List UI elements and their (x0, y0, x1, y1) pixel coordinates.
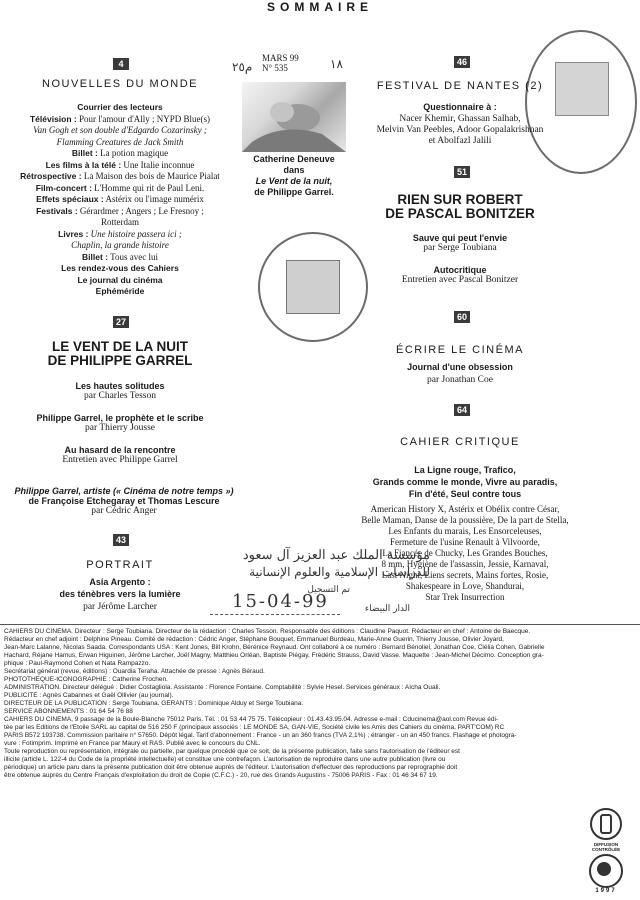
issue-date: MARS 99 (262, 53, 299, 63)
footer-line: ADMINISTRATION. Directeur délégué : Didier Costagliola. Assistante : Florence Fontaine. Comptabilité : Sylvie Hesel. Services généraux : Aïcha Ouali. (4, 684, 441, 691)
nouvelles-line (20, 286, 220, 298)
nouvelles-list (20, 102, 220, 298)
nouvelles-label: Les rendez-vous des Cahiers (61, 263, 179, 273)
page-title: SOMMAIRE (267, 0, 373, 14)
nouvelles-line (20, 148, 220, 160)
caption-line3: Le Vent de la nuit, (255, 176, 333, 186)
nouvelles-text: La potion magique (97, 148, 169, 158)
nouvelles-label: Billet : (82, 251, 109, 262)
nouvelles-line (20, 137, 220, 149)
nouvelles-line (20, 252, 220, 264)
feature-title-line1: LE VENT DE LA NUIT (51, 339, 188, 354)
nouvelles-text: Une Italie inconnue (121, 159, 195, 170)
vent-items (20, 381, 220, 466)
nouvelles-line (20, 229, 220, 241)
nouvelles-line (20, 275, 220, 287)
footer-line: SERVICE ABONNEMENTS : 01 64 54 76 88 (4, 708, 133, 715)
footer-line: Rédacteur en chef adjoint : Delphine Pineau. Comité de rédaction : Cédric Anger, Stéphane Bouquet, Emmanuel Burdeau, Marie-Anne Guerin, Thierry Jousse, Olivier Joyard, (4, 636, 504, 643)
critique-bold (340, 464, 590, 500)
article-title: Les hautes solitudes (75, 381, 165, 391)
ojd-label: DIFFUSION CONTRÔLÉE (591, 842, 621, 852)
article-title: Autocritique (433, 265, 487, 275)
critique-list-line: American History X, Astérix et Obélix contre César, (370, 504, 560, 514)
section-heading-nantes: FESTIVAL DE NANTES (2) (376, 80, 544, 92)
critique-list-line: Shakespeare in Love, Shandurai, (405, 581, 525, 591)
nouvelles-label: Effets spéciaux : (36, 194, 104, 204)
page-number-badge: 60 (454, 311, 470, 323)
nantes-line: et Abolfazl Jalili (428, 136, 492, 146)
feature-title-line2: DE PHILIPPE GARREL (47, 353, 193, 368)
film-still-photo (242, 82, 346, 152)
arabic-stamp-line2: للدراسات الإسلامية والعلوم الإنسانية (249, 565, 430, 579)
nouvelles-label: Courrier des lecteurs (77, 102, 163, 112)
article-byline: par Serge Toubiana (423, 243, 497, 253)
footer-divider (0, 624, 640, 625)
critique-list-line: Fermeture de l'usine Renault à Vilvoorde, (390, 537, 540, 547)
artiste-byline: par Cédric Anger (91, 506, 157, 516)
page-number-badge: 4 (113, 58, 129, 70)
footer-line: PHOTOTHÈQUE-ICONOGRAPHIE : Catherine Frochen. (4, 676, 168, 683)
nouvelles-label: Film-concert : (35, 182, 92, 193)
nouvelles-label: Billet : (71, 148, 98, 158)
section-heading-portrait: PORTRAIT (86, 559, 154, 571)
stamp-emblem (286, 260, 340, 314)
portrait-byline: par Jérôme Larcher (83, 602, 157, 612)
nouvelles-text: Astérix ou l'image numérix (103, 194, 204, 204)
article-byline: Entretien avec Pascal Bonitzer (401, 275, 519, 285)
stamp-underline (210, 614, 340, 615)
nouvelles-text: Une histoire passera ici ; (88, 228, 182, 239)
film-still-photo-shape (242, 82, 346, 152)
nantes-list (340, 114, 580, 147)
page-number-badge: 51 (454, 166, 470, 178)
nouvelles-label: Rétrospective : (20, 171, 82, 181)
handwritten-number: ١٨ (330, 57, 343, 71)
stamp-date: 15-04-99 (232, 591, 329, 612)
footer-line: PUBLICITÉ : Agnès Cabannes et Gaël Ollivier (au journal). (4, 692, 174, 699)
portrait-title-line2: des ténèbres vers la lumière (59, 589, 181, 599)
bonitzer-title-line2: DE PASCAL BONITZER (385, 206, 535, 221)
footer-line: illicite (article L. 122-4 du Code de la propriété intellectuelle) et constitue une contrefaçon. L'autorisation de reproduire dans une autre publication (livre ou (4, 756, 446, 763)
footer-line: DIRECTEUR DE LA PUBLICATION : Serge Toubiana. GERANTS : Dominique Alduy et Serge Toubiana. (4, 700, 304, 707)
footer-line: vure : Fotimprim. Imprimé en France par Maury et RAS. Publié avec le concours du CNL. (4, 740, 261, 747)
nouvelles-text: Pour l'amour d'Ally ; NYPD Blue(s) (76, 113, 210, 124)
nantes-line: Melvin Van Peebles, Adoor Gopalakrishnan (376, 125, 544, 135)
page-number-badge: 27 (113, 316, 129, 328)
footer-line: CAHIERS DU CINÉMA. Directeur : Serge Toubiana. Directeur de la rédaction : Charles Tesson. Responsable des éditions : Claudine Paquot. Rédacteur en chef : Antoine de Baecque. (4, 628, 531, 635)
footer-line: Secrétariat général (revue, éditions) : Ouardia Teraha. Attachée de presse : Agnès Béraud. (4, 668, 265, 675)
footer-line: tée par les Editions de l'Etoile SARL au capital de 516 250 F (principaux associés : LE MONDE SA, GAN-VIE, Société civile les Amis des Cahiers du cinéma, PART'COM) RC (4, 724, 505, 731)
caption-line1: Catherine Deneuve (253, 154, 335, 164)
nouvelles-line (20, 102, 220, 114)
nantes-sub: Questionnaire à : (423, 102, 497, 112)
section-heading-nouvelles: NOUVELLES DU MONDE (42, 78, 198, 90)
stamp-emblem (555, 62, 609, 116)
ojd-year: 1997 (595, 888, 617, 894)
nouvelles-label: Les films à la télé : (45, 159, 122, 170)
nouvelles-text: Flamming Creatures de Jack Smith (56, 136, 184, 147)
nouvelles-line (20, 160, 220, 172)
footer-line: Jean-Marc Lalanne, Nicolas Saada. Correspondants USA : Kent Jones, Bill Krohn, Bérénice Reynaud. Ont collaboré à ce numéro : Bernard Bénoliel, Jonathan Coe, Clélia Cohen, Gabrielle (4, 644, 545, 651)
photo-caption (232, 154, 356, 198)
footer-line: Toute reproduction ou représentation, intégrale ou partielle, par quelque procédé que ce soit, de la présente publication, faite sans l'autorisation de l'éditeur est (4, 748, 460, 755)
ecrire-title: Journal d'une obsession (407, 362, 513, 372)
footer-line: être obtenue auprès du Centre Français d'exploitation du droit de Copie (C.F.C.) - 20, rue des Grands Augustins - 75006 PARIS - Fax : 01 46 34 67 19. (4, 772, 438, 779)
critique-list-line: 8 mm, Hygiène de l'assassin, Jessie, Karnaval, (381, 559, 549, 569)
library-stamp (258, 232, 368, 342)
nouvelles-label: Festivals : (36, 205, 78, 216)
critique-bold-line: Grands comme le monde, Vivre au paradis, (372, 477, 558, 487)
arabic-stamp-line4: الدار البيضاء (364, 604, 410, 614)
arabic-stamp-line1: مؤسسة الملك عبد العزيز آل سعود (242, 548, 430, 563)
artiste-line2: de Françoise Etchegaray et Thomas Lescure (28, 496, 220, 506)
nouvelles-text: Tous avec lui (108, 251, 158, 262)
masthead-footer (4, 628, 624, 780)
nouvelles-line (20, 114, 220, 126)
artiste-line1: Philippe Garrel, artiste (« Cinéma de notre temps ») (14, 486, 234, 496)
page-number-badge: 43 (113, 534, 129, 546)
critique-list-line: Last Night, Liens secrets, Mains fortes, Rosie, (381, 570, 549, 580)
nouvelles-line (20, 125, 220, 137)
article-title: Au hasard de la rencontre (64, 445, 176, 455)
article-title: Philippe Garrel, le prophète et le scribe (36, 413, 204, 423)
nouvelles-text: Gérardmer ; Angers ; Le Fresnoy ; Rotterdam (77, 205, 204, 227)
caption-line4: de Philippe Garrel. (254, 187, 334, 197)
footer-line: phique : Paul-Raymond Cohen et Nata Rampazzo. (4, 660, 151, 667)
critique-bold-line: La Ligne rouge, Trafico, (414, 465, 516, 475)
article-byline: par Charles Tesson (84, 391, 156, 401)
footer-line: Hachard, Réjane Hamus, Erwan Higuinen, Jérôme Larcher, Joël Magny, Matthieu Orléan, Baptiste Piégay, Frédéric Strauss, David Vasse. Maquette : Jean-Michel Décimo. Conception gra- (4, 652, 544, 659)
critique-list-line: Belle Maman, Danse de la poussière, De la part de Stella, (361, 515, 569, 525)
portrait-title-line1: Asia Argento : (89, 577, 151, 587)
section-heading-ecrire: ÉCRIRE LE CINÉMA (396, 344, 524, 356)
footer-line: PARIS B572 193738. Commission paritaire n° 57650. Dépôt légal. Tarif d'abonnement : France - un an 360 francs (TVA 2,1%) ; étranger - un an 450 francs. Flashage et photogra- (4, 732, 517, 739)
nantes-line: Nacer Khemir, Ghassan Salhab, (399, 114, 521, 124)
section-heading-critique: CAHIER CRITIQUE (400, 436, 520, 448)
nouvelles-line (20, 194, 220, 206)
issue-number: N° 535 (262, 63, 288, 73)
page-number-badge: 64 (454, 404, 470, 416)
artiste-block (4, 486, 244, 517)
nouvelles-line (20, 183, 220, 195)
nouvelles-line (20, 171, 220, 183)
nouvelles-label: Ephéméride (95, 286, 145, 296)
critique-list-line: Les Enfants du marais, Les Ensorceleuses, (388, 526, 542, 536)
nouvelles-label: Livres : (58, 228, 89, 239)
nouvelles-line (20, 206, 220, 229)
critique-list-line: La Fiancée de Chucky, Les Grandes Bouches, (382, 548, 548, 558)
issue-info (262, 53, 299, 73)
critique-bold-line: Fin d'été, Seul contre tous (408, 489, 522, 499)
ojd-icon (590, 808, 622, 840)
footer-line: CAHIERS DU CINÉMA, 9 passage de la Boule-Blanche 75012 Paris. Tél. : 01 53 44 75 75. Télécopieur : 01.43.43.95.04. Adresse e-mail : Cducinema@aol.com Revue édi- (4, 716, 499, 723)
critique-list-line: Star Trek Insurrection (425, 592, 505, 602)
article-byline: Entretien avec Philippe Garrel (62, 455, 178, 465)
nouvelles-text: Chaplin, la grande histoire (71, 240, 169, 250)
nouvelles-label: Télévision : (29, 113, 77, 124)
page-number-badge: 46 (454, 56, 470, 68)
nouvelles-text: L'Homme qui rit de Paul Leni. (91, 182, 205, 193)
nouvelles-text: Van Gogh et son double d'Edgardo Cozarinsky ; (33, 125, 207, 135)
caption-line2: dans (283, 165, 305, 175)
nouvelles-line (20, 263, 220, 275)
bonitzer-items (360, 233, 560, 286)
ojd-seal-icon (589, 854, 623, 888)
arabic-stamp-line3: تم التسجيل (307, 585, 350, 595)
article-title: Sauve qui peut l'envie (412, 233, 508, 243)
footer-line: périodique) un article paru dans la présente publication doit être obtenue auprès de l'éditeur. L'autorisation d'effectuer des reproductions par reprographie doit (4, 764, 458, 771)
nouvelles-text: La Maison des bois de Maurice Pialat (81, 171, 220, 181)
ojd-logo (586, 808, 626, 894)
nouvelles-label: Le journal du cinéma (77, 274, 163, 285)
nouvelles-line (20, 240, 220, 252)
article-byline: par Thierry Jousse (84, 423, 155, 433)
bonitzer-title-line1: RIEN SUR ROBERT (397, 192, 523, 207)
ecrire-byline: par Jonathan Coe (427, 375, 493, 385)
handwritten-mark: م٢٥ (232, 60, 253, 74)
